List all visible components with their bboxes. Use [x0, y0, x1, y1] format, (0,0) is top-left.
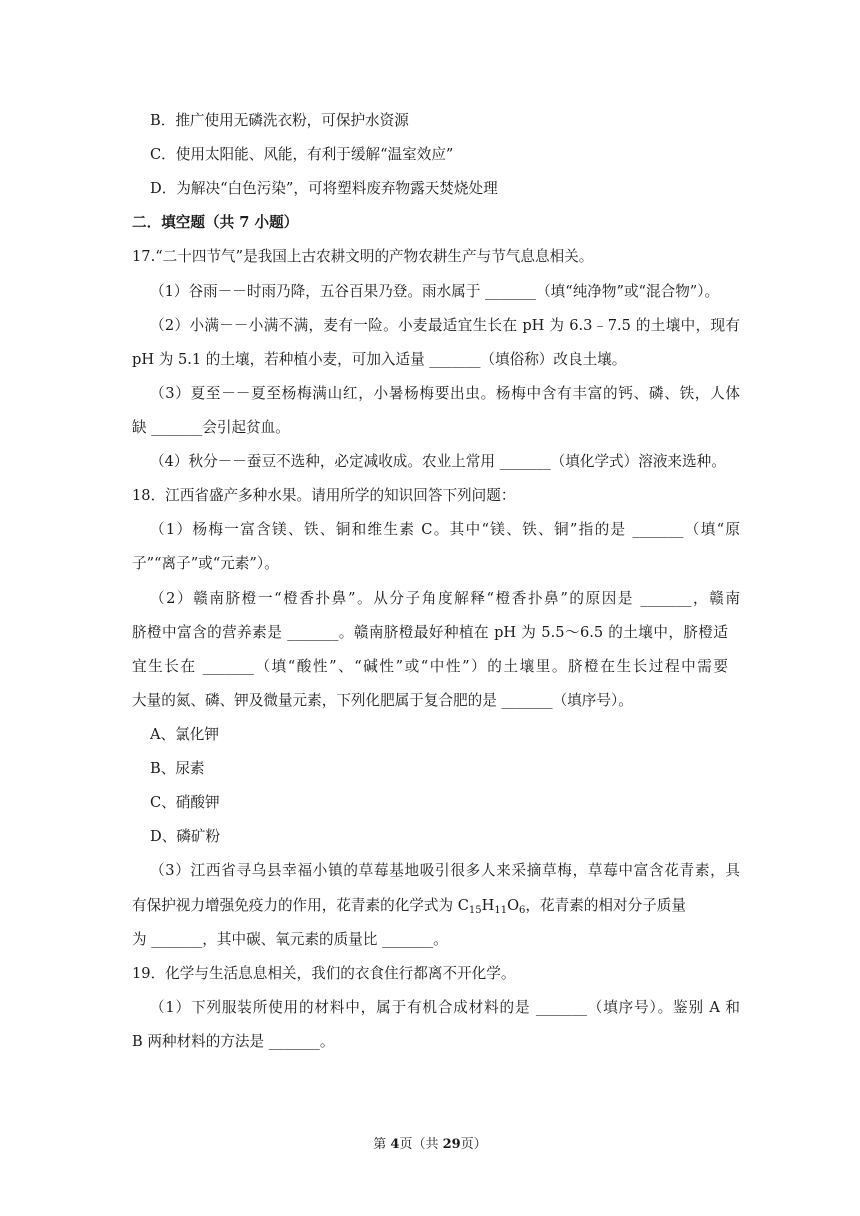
q18-part3-line1: （3）江西省寻乌县幸福小镇的草莓基地吸引很多人来采摘草梅，草莓中富含花青素，具 — [150, 862, 740, 879]
footer-total-pages: 29 — [442, 1137, 461, 1152]
q18-option-c: C、硝酸钾 — [150, 794, 220, 811]
q18-option-a: A、氯化钾 — [150, 726, 219, 743]
q19-part1-line1: （1）下列服装所使用的材料中，属于有机合成材料的是 _______（填序号）。鉴别 A 和 — [150, 999, 740, 1016]
formula-c-count: 15 — [468, 905, 482, 916]
q17-part3-line2: 缺 _______会引起贫血。 — [132, 419, 290, 436]
option-c: C．使用太阳能、风能，有利于缓解“温室效应” — [150, 146, 454, 163]
q18-stem: 18．江西省盛产多种水果。请用所学的知识回答下列问题： — [132, 487, 516, 504]
formula-tail: ，花青素的相对分子质量 — [525, 897, 686, 914]
section-heading: 二．填空题（共 7 小题） — [132, 214, 299, 231]
q19-stem: 19．化学与生活息息相关，我们的衣食住行都离不开化学。 — [132, 965, 516, 982]
formula-h-count: 11 — [494, 905, 508, 916]
q17-part4: （4）秋分－－蚕豆不选种，必定减收成。农业上常用 _______（填化学式）溶液来选种。 — [150, 453, 726, 470]
q17-part3-line1: （3）夏至－－夏至杨梅满山红，小暑杨梅要出虫。杨梅中含有丰富的钙、磷、铁，人体 — [150, 385, 740, 402]
footer-prefix: 第 — [373, 1137, 391, 1152]
footer-page-number: 4 — [390, 1137, 400, 1152]
q18-part2-line1: （2）赣南脐橙一“橙香扑鼻”。从分子角度解释“橙香扑鼻”的原因是 _______，赣南 — [150, 590, 740, 607]
formula-o: O — [507, 897, 520, 914]
q18-option-b: B、尿素 — [150, 760, 205, 777]
formula-intro: 有保护视力增强免疫力的作用，花青素的化学式为 C — [132, 897, 469, 914]
option-b: B．推广使用无磷洗衣粉，可保护水资源 — [150, 112, 409, 129]
page-footer — [0, 1136, 860, 1154]
option-d: D．为解决“白色污染”，可将塑料废弃物露天焚烧处理 — [150, 180, 498, 197]
q18-part1-line1: （1）杨梅一富含镁、铁、铜和维生素 C。其中“镁、铁、铜”指的是 _______（填“原 — [150, 521, 740, 538]
formula-o-count: 6 — [519, 905, 526, 916]
q18-part3-line2 — [132, 896, 686, 916]
q18-part3-line3: 为 _______，其中碳、氧元素的质量比 _______。 — [132, 931, 448, 948]
footer-suffix: 页） — [460, 1137, 487, 1152]
q18-option-d: D、磷矿粉 — [150, 828, 221, 845]
q18-part2-line2: 脐橙中富含的营养素是 _______。赣南脐橙最好种植在 pH 为 5.5～6.5 的土壤中，脐橙适 — [132, 624, 728, 641]
q17-part1: （1）谷雨－－时雨乃降，五谷百果乃登。雨水属于 _______（填“纯净物”或“混合物”）。 — [150, 283, 720, 300]
q18-part1-line2: 子”“离子”或“元素”）。 — [132, 555, 279, 572]
formula-h: H — [481, 897, 495, 914]
q19-part1-line2: B 两种材料的方法是 _______。 — [132, 1033, 335, 1050]
q17-stem: 17.“二十四节气”是我国上古农耕文明的产物农耕生产与节气息息相关。 — [132, 248, 594, 265]
footer-middle: 页（共 — [399, 1137, 443, 1152]
q17-part2-line2: pH 为 5.1 的土壤，若种植小麦，可加入适量 _______（填俗称）改良土壤。 — [132, 351, 627, 368]
q18-part2-line3: 宜生长在 _______（填“酸性”、“碱性”或“中性”）的土壤里。脐橙在生长过程中需要 — [132, 658, 729, 675]
q18-part2-line4: 大量的氮、磷、钾及微量元素，下列化肥属于复合肥的是 _______（填序号）。 — [132, 692, 633, 709]
q17-part2-line1: （2）小满－－小满不满，麦有一险。小麦最适宜生长在 pH 为 6.3﹣7.5 的土壤中，现有 — [150, 317, 740, 334]
